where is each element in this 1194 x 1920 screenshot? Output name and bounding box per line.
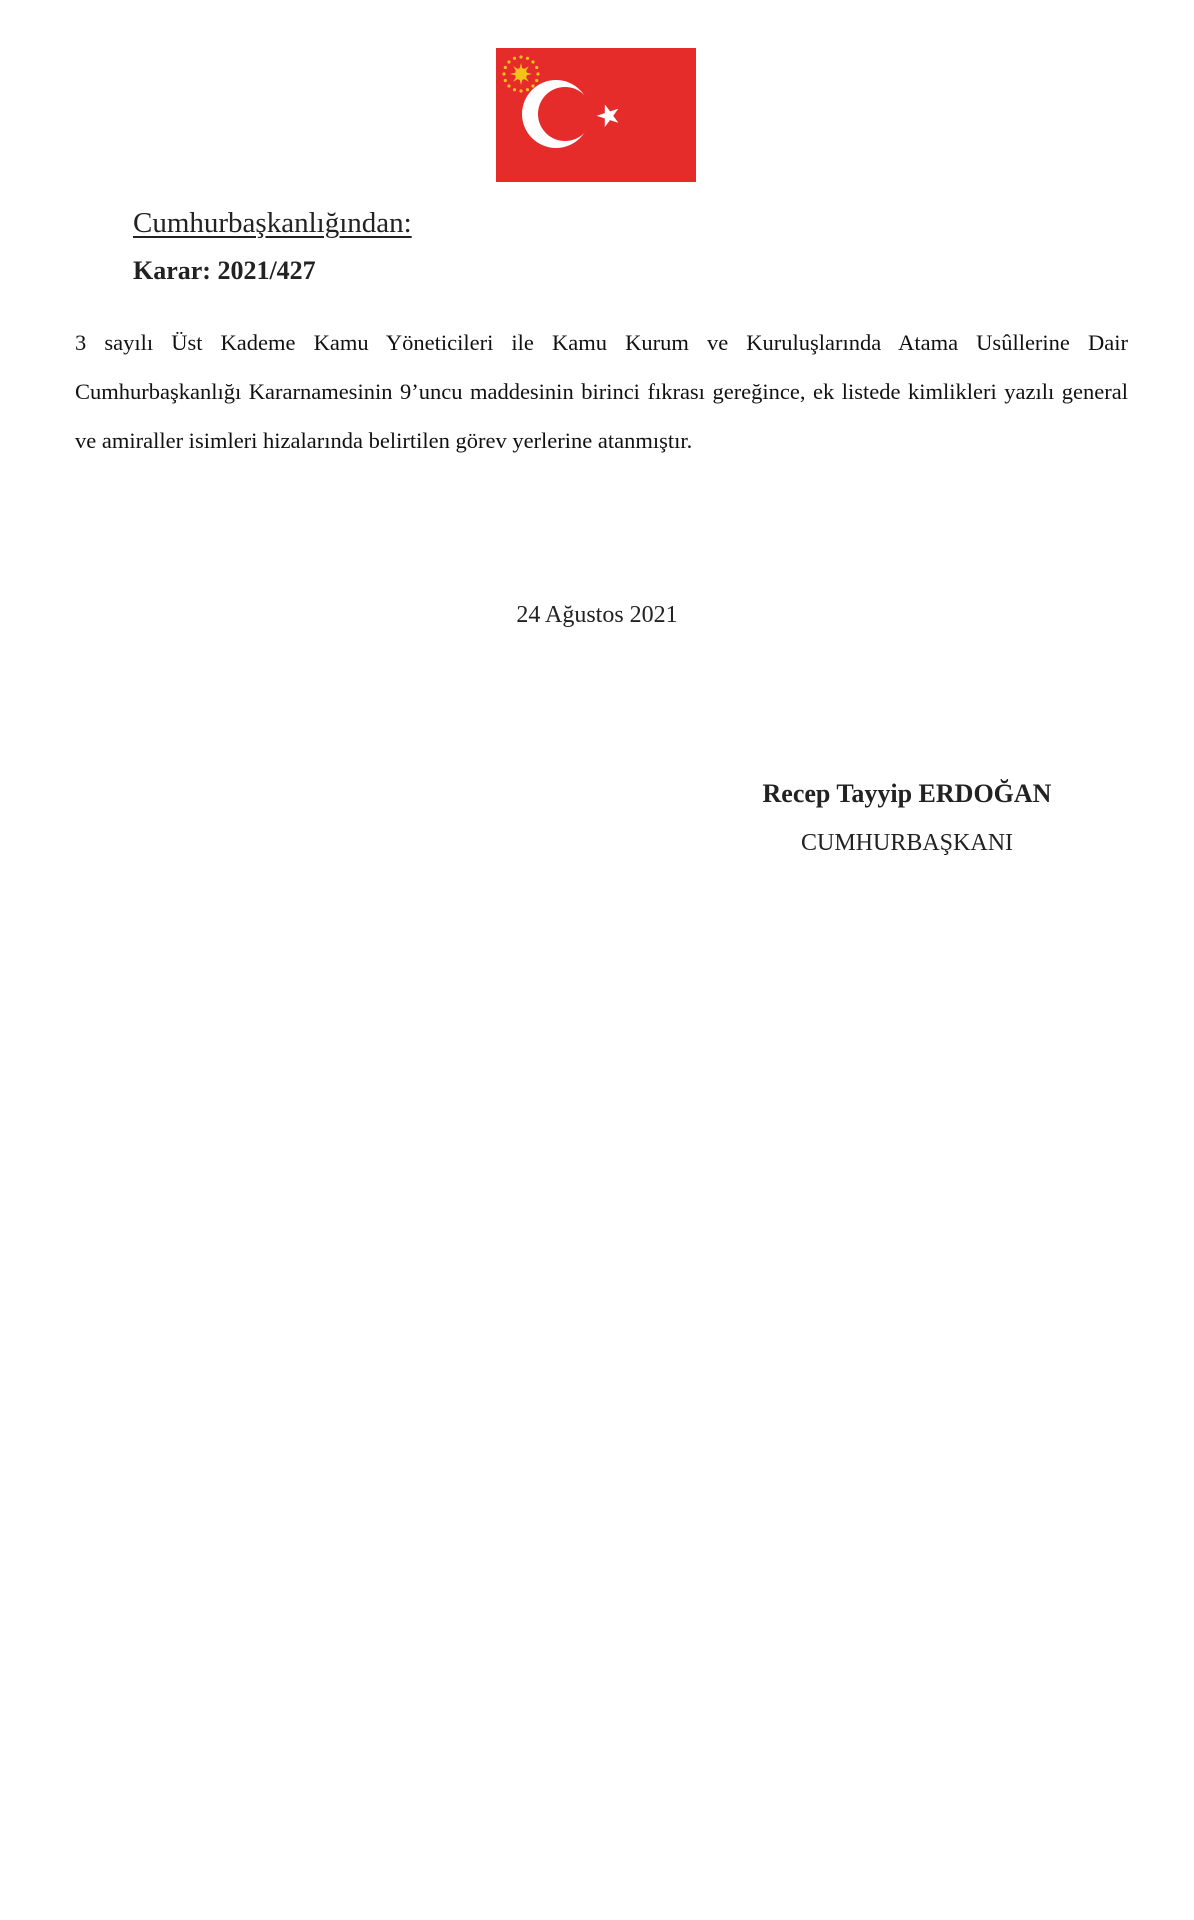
presidential-flag-icon bbox=[496, 48, 696, 182]
decision-number: Karar: 2021/427 bbox=[133, 256, 316, 285]
signer-title: CUMHURBAŞKANI bbox=[800, 830, 1014, 856]
signer-name: Recep Tayyip ERDOĞAN bbox=[762, 779, 1052, 808]
signature-block bbox=[730, 778, 1084, 858]
decision-date: 24 Ağustos 2021 bbox=[516, 602, 678, 628]
decision-body-paragraph: 3 sayılı Üst Kademe Kamu Yöneticileri ile Kamu Kurum ve Kuruluşlarında Atama Usûllerine Dair Cumhurbaşkanlığı Kararnamesinin 9’uncu maddesinin birinci fıkrası gereğince, ek listede kimlikleri yazılı general ve amiraller isimleri hizalarında belirtilen görev yerlerine atanmıştır. bbox=[75, 330, 1128, 453]
issuer-heading: Cumhurbaşkanlığından: bbox=[133, 207, 412, 239]
